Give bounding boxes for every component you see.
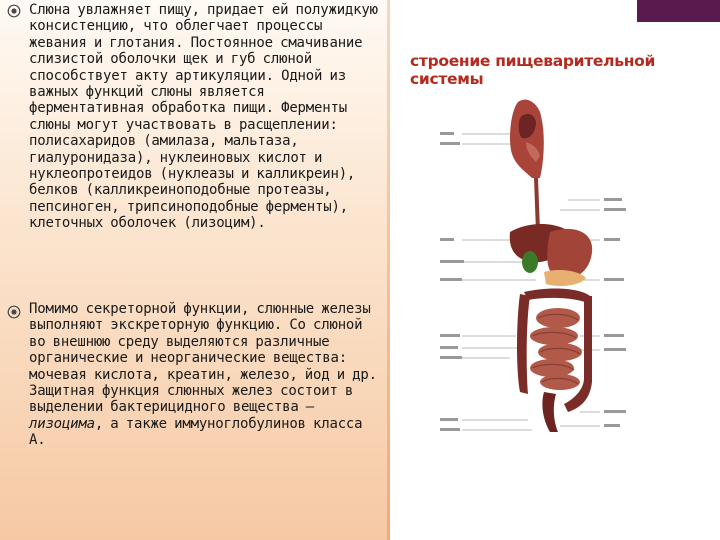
- lysozyme-emphasis: лизоцима: [29, 415, 95, 432]
- paragraph-2-text-end: , а также иммуноглобулинов класса А.: [29, 415, 363, 449]
- paragraph-2-text: [29, 301, 385, 449]
- accent-bar: [637, 0, 720, 22]
- gallbladder: [522, 251, 538, 273]
- paragraph-2-text-start: Помимо секреторной функции, слюнные железы выполняют экскреторную функцию. Со слюной во внешнюю среду выделяются различные органические и неорганические вещества: мочевая кислота, креатин, железо, йод и др. Защитная функция слюнных желез состоит в выделении бактерицидного вещества –: [29, 301, 377, 416]
- paragraph-saliva-functions: [0, 2, 385, 302]
- rectum: [542, 392, 558, 432]
- panel-edge-divider: [387, 0, 390, 540]
- head-section: [510, 100, 544, 178]
- bullet-icon: [7, 304, 21, 318]
- esophagus: [534, 178, 540, 232]
- figure-title: строение пищеварительной системы: [410, 52, 656, 88]
- digestive-system-illustration: [440, 82, 690, 442]
- paragraph-1-text: Слюна увлажняет пищу, придает ей полужидкую консистенцию, что облегчает процессы жевания и глотания. Постоянное смачивание слизистой оболочки щек и губ слюной способствует акту артикуляции. Одной из важных функций слюны является ферментативная обработка пищи. Ферменты слюны могут участвовать в расщеплении: полисахаридов (амилаза, мальтаза, гиалуронидаза), нуклеиновых кислот и нуклеопротеидов (нуклеазы и калликреин), белков (калликреиноподобные протеазы, пепсиноген, трипсиноподобные ферменты), клеточных оболочек (лизоцим).: [29, 2, 378, 232]
- paragraph-excretory-function: [0, 301, 385, 481]
- small-intestine: [530, 308, 582, 390]
- bullet-icon: [7, 3, 21, 17]
